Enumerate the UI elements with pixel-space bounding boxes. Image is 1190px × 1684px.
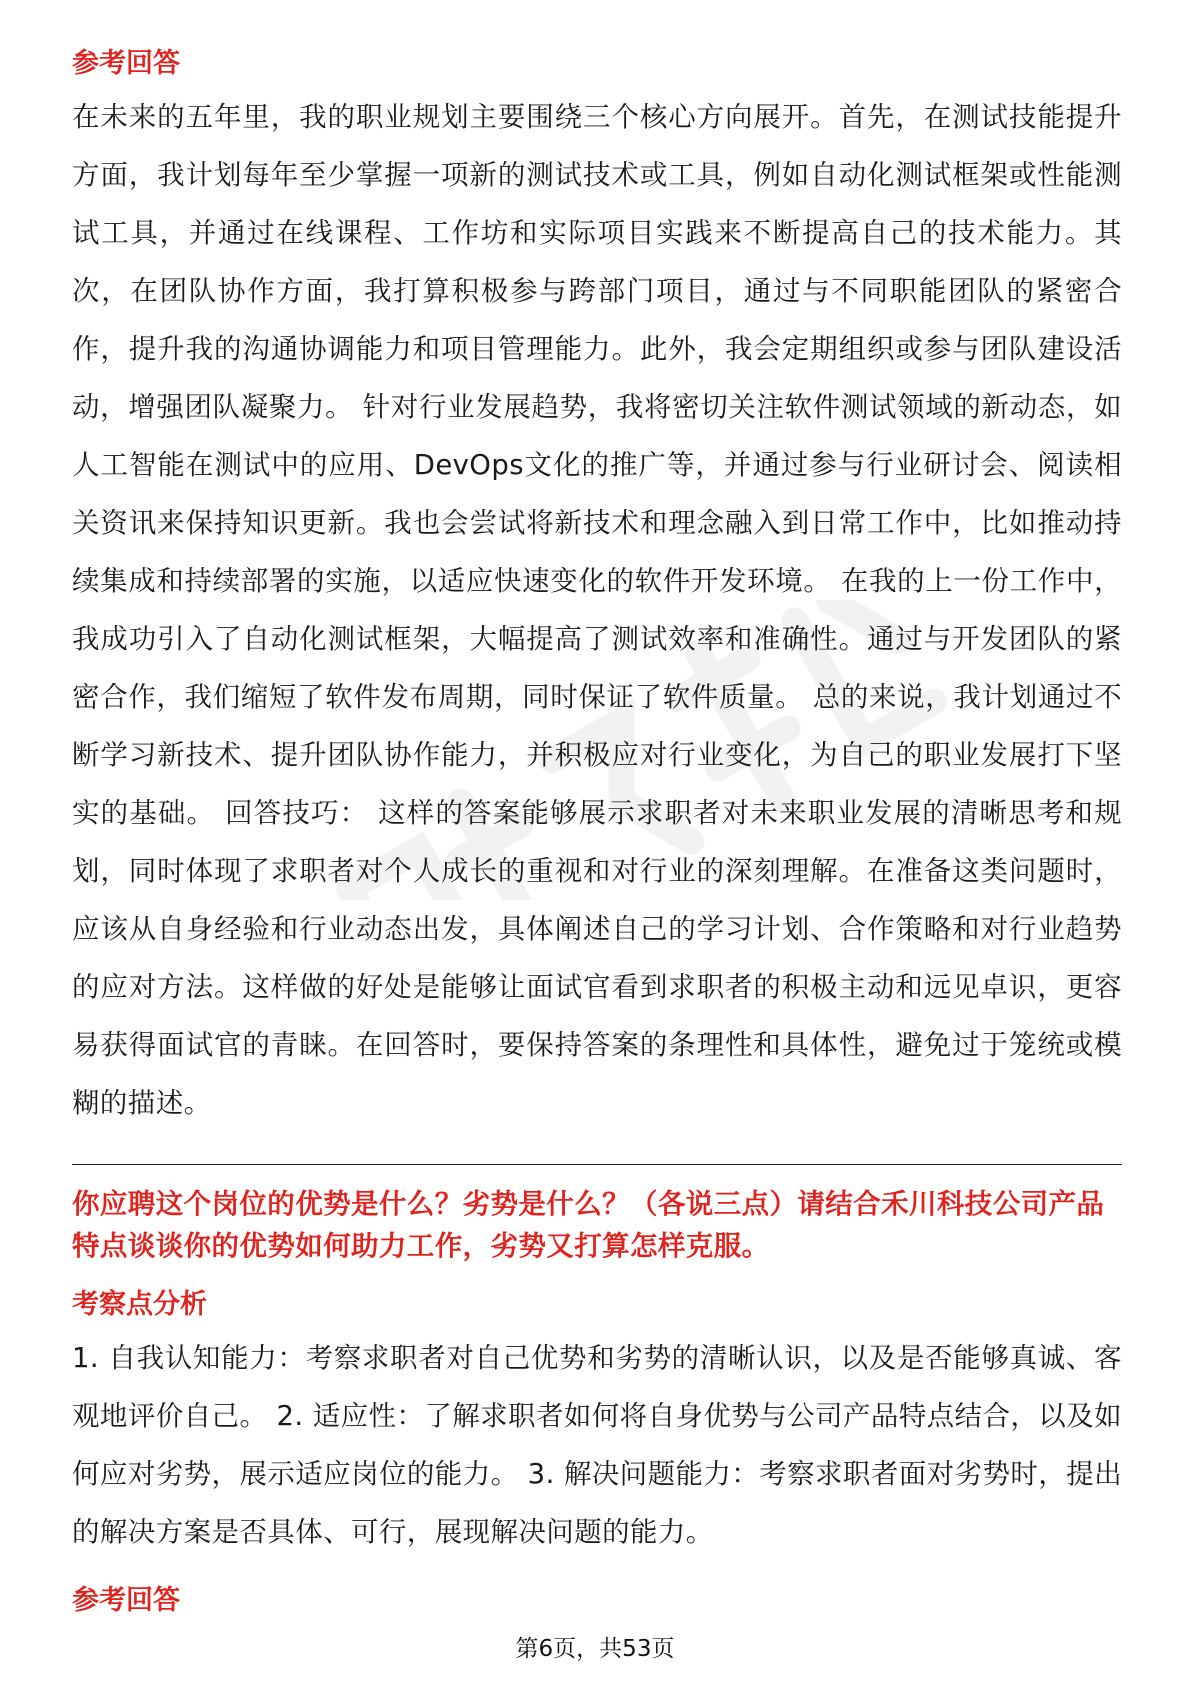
reference-answer-heading: 参考回答 (72, 48, 180, 79)
page-content (72, 44, 1122, 1621)
reference-answer-text: 在未来的五年里，我的职业规划主要围绕三个核心方向展开。首先，在测试技能提升方面，我计划每年至少掌握一项新的测试技术或工具，例如自动化测试框架或性能测试工具，并通过在线课程、工作坊和实际项目实践来不断提高自己的技术能力。其次，在团队协作方面，我打算积极参与跨部门项目，通过与不同职能团队的紧密合作，提升我的沟通协调能力和项目管理能力。此外，我会定期组织或参与团队建设活动，增强团队凝聚力。 针对行业发展趋势，我将密切关注软件测试领域的新动态，如人工智能在测试中的应用、DevOps文化的推广等，并通过参与行业研讨会、阅读相关资讯来保持知识更新。我也会尝试将新技术和理念融入到日常工作中，比如推动持续集成和持续部署的实施，以适应快速变化的软件开发环境。 在我的上一份工作中，我成功引入了自动化测试框架，大幅提高了测试效率和准确性。通过与开发团队的紧密合作，我们缩短了软件发布周期，同时保证了软件质量。 总的来说，我计划通过不断学习新技术、提升团队协作能力，并积极应对行业变化，为自己的职业发展打下坚实的基础。 回答技巧： 这样的答案能够展示求职者对未来职业发展的清晰思考和规划，同时体现了求职者对个人成长的重视和对行业的深刻理解。在准备这类问题时，应该从自身经验和行业动态出发，具体阐述自己的学习计划、合作策略和对行业趋势的应对方法。这样做的好处是能够让面试官看到求职者的积极主动和远见卓识，更容易获得面试官的青睐。在回答时，要保持答案的条理性和具体性，避免过于笼统或模糊的描述。 (72, 101, 1122, 1119)
analysis-text: 1. 自我认知能力：考察求职者对自己优势和劣势的清晰认识，以及是否能够真诚、客观地评价自己。 2. 适应性：了解求职者如何将自身优势与公司产品特点结合，以及如何应对劣势，展示适应岗位的能力。 3. 解决问题能力：考察求职者面对劣势时，提出的解决方案是否具体、可行，展现解决问题的能力。 (72, 1342, 1122, 1548)
page-number: 第6页，共53页 (515, 1636, 675, 1662)
analysis-heading: 考察点分析 (72, 1289, 207, 1320)
reference-answer-heading-2: 参考回答 (72, 1585, 180, 1616)
interview-question: 你应聘这个岗位的优势是什么？劣势是什么？（各说三点）请结合禾川科技公司产品特点谈谈你的优势如何助力工作，劣势又打算怎样克服。 (72, 1188, 1105, 1262)
section-divider (72, 1164, 1122, 1165)
